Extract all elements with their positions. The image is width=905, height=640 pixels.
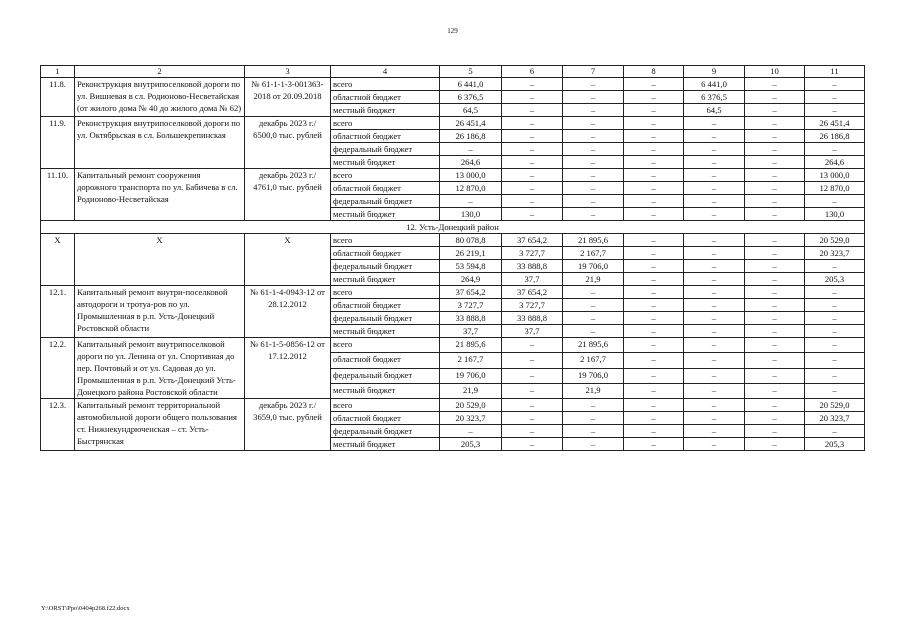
amount-cell: 19 706,0: [563, 260, 624, 273]
amount-cell: –: [684, 143, 745, 156]
amount-cell: –: [624, 325, 684, 338]
amount-cell: –: [684, 299, 745, 312]
amount-cell: 6 376,5: [684, 91, 745, 104]
amount-cell: 205,3: [805, 273, 865, 286]
funding-source: федеральный бюджет: [331, 195, 440, 208]
amount-cell: 37 654,2: [440, 286, 502, 299]
amount-cell: 64,5: [684, 104, 745, 117]
amount-cell: –: [440, 195, 502, 208]
amount-cell: –: [745, 234, 805, 247]
amount-cell: 64,5: [440, 104, 502, 117]
amount-cell: –: [624, 130, 684, 143]
amount-cell: –: [745, 156, 805, 169]
funding-source: федеральный бюджет: [331, 368, 440, 383]
amount-cell: –: [745, 299, 805, 312]
amount-cell: –: [563, 325, 624, 338]
amount-cell: 20 529,0: [805, 399, 865, 412]
item-name: Капитальный ремонт территориальной автомобильной дороги общего пользования ст. Нижнекундрюченская – ст. Усть-Быстрянская: [75, 399, 245, 451]
column-number-6: 6: [502, 66, 563, 78]
amount-cell: –: [624, 260, 684, 273]
amount-cell: –: [502, 78, 563, 91]
amount-cell: –: [563, 78, 624, 91]
amount-cell: –: [745, 353, 805, 368]
amount-cell: 130,0: [440, 208, 502, 221]
item-number: 12.3.: [41, 399, 75, 451]
amount-cell: 26 451,4: [805, 117, 865, 130]
amount-cell: 264,9: [440, 273, 502, 286]
column-number-5: 5: [440, 66, 502, 78]
amount-cell: –: [684, 425, 745, 438]
amount-cell: –: [624, 286, 684, 299]
amount-cell: –: [684, 412, 745, 425]
amount-cell: –: [563, 91, 624, 104]
amount-cell: –: [805, 312, 865, 325]
amount-cell: –: [624, 156, 684, 169]
amount-cell: –: [440, 425, 502, 438]
amount-cell: 20 323,7: [440, 412, 502, 425]
amount-cell: –: [624, 299, 684, 312]
item-name: X: [75, 234, 245, 286]
amount-cell: –: [563, 156, 624, 169]
amount-cell: –: [563, 425, 624, 438]
amount-cell: 37,7: [440, 325, 502, 338]
file-path-footer: Y:\ORST\Ppo\0404p268.f22.docx: [41, 605, 130, 612]
amount-cell: –: [624, 117, 684, 130]
column-number-9: 9: [684, 66, 745, 78]
amount-cell: 21 895,6: [563, 234, 624, 247]
funding-source: всего: [331, 78, 440, 91]
item-document: декабрь 2023 г./ 4761,0 тыс. рублей: [245, 169, 331, 221]
amount-cell: –: [745, 169, 805, 182]
funding-source: федеральный бюджет: [331, 312, 440, 325]
column-number-row: [41, 66, 865, 78]
amount-cell: 20 323,7: [805, 247, 865, 260]
amount-cell: –: [502, 399, 563, 412]
funding-source: всего: [331, 234, 440, 247]
table-row: [41, 399, 865, 412]
funding-source: областной бюджет: [331, 412, 440, 425]
funding-source: федеральный бюджет: [331, 260, 440, 273]
amount-cell: 12 870,0: [805, 182, 865, 195]
amount-cell: –: [502, 169, 563, 182]
amount-cell: 33 888,8: [502, 312, 563, 325]
amount-cell: 37 654,2: [502, 286, 563, 299]
funding-source: всего: [331, 399, 440, 412]
amount-cell: 20 529,0: [805, 234, 865, 247]
amount-cell: 21,9: [440, 383, 502, 398]
amount-cell: –: [745, 143, 805, 156]
table-row: [41, 78, 865, 91]
amount-cell: 2 167,7: [563, 247, 624, 260]
amount-cell: –: [684, 260, 745, 273]
amount-cell: –: [624, 169, 684, 182]
amount-cell: –: [563, 399, 624, 412]
amount-cell: –: [745, 117, 805, 130]
amount-cell: –: [502, 412, 563, 425]
item-document: № 61-1-5-0856-12 от 17.12.2012: [245, 338, 331, 399]
funding-source: всего: [331, 117, 440, 130]
amount-cell: –: [624, 182, 684, 195]
amount-cell: –: [684, 208, 745, 221]
amount-cell: –: [745, 425, 805, 438]
amount-cell: –: [745, 260, 805, 273]
item-number: 11.8.: [41, 78, 75, 117]
amount-cell: –: [624, 368, 684, 383]
amount-cell: –: [805, 299, 865, 312]
amount-cell: 26 186,8: [440, 130, 502, 143]
column-number-11: 11: [805, 66, 865, 78]
table-row: [41, 286, 865, 299]
amount-cell: –: [563, 182, 624, 195]
item-document: X: [245, 234, 331, 286]
amount-cell: 264,6: [440, 156, 502, 169]
funding-source: местный бюджет: [331, 325, 440, 338]
amount-cell: –: [805, 91, 865, 104]
amount-cell: –: [805, 286, 865, 299]
funding-source: местный бюджет: [331, 383, 440, 398]
amount-cell: 264,6: [805, 156, 865, 169]
item-name: Капитальный ремонт внутри-поселковой автодороги и тротуа-ров по ул. Промышленная в р.п. Усть-Донецкий Ростовской области: [75, 286, 245, 338]
amount-cell: –: [502, 353, 563, 368]
column-number-3: 3: [245, 66, 331, 78]
amount-cell: –: [563, 438, 624, 451]
amount-cell: –: [805, 104, 865, 117]
amount-cell: –: [502, 438, 563, 451]
amount-cell: –: [684, 353, 745, 368]
amount-cell: 12 870,0: [440, 182, 502, 195]
section-title: 12. Усть-Донецкий район: [41, 221, 865, 234]
page-number: 129: [447, 27, 458, 35]
amount-cell: –: [745, 91, 805, 104]
amount-cell: –: [745, 412, 805, 425]
amount-cell: –: [745, 208, 805, 221]
amount-cell: –: [624, 104, 684, 117]
amount-cell: –: [624, 195, 684, 208]
amount-cell: –: [563, 208, 624, 221]
amount-cell: 3 727,7: [502, 247, 563, 260]
amount-cell: –: [805, 260, 865, 273]
amount-cell: 13 000,0: [440, 169, 502, 182]
amount-cell: –: [624, 399, 684, 412]
amount-cell: –: [745, 195, 805, 208]
item-number: 11.9.: [41, 117, 75, 169]
amount-cell: –: [745, 399, 805, 412]
amount-cell: 33 888,8: [440, 312, 502, 325]
funding-source: местный бюджет: [331, 156, 440, 169]
amount-cell: –: [745, 130, 805, 143]
amount-cell: 20 323,7: [805, 412, 865, 425]
amount-cell: 13 000,0: [805, 169, 865, 182]
amount-cell: 37,7: [502, 273, 563, 286]
amount-cell: –: [745, 368, 805, 383]
amount-cell: 53 594,8: [440, 260, 502, 273]
amount-cell: –: [502, 91, 563, 104]
amount-cell: –: [805, 383, 865, 398]
amount-cell: –: [502, 338, 563, 353]
amount-cell: –: [745, 438, 805, 451]
table-row: [41, 234, 865, 247]
amount-cell: 3 727,7: [502, 299, 563, 312]
amount-cell: 37 654,2: [502, 234, 563, 247]
amount-cell: 20 529,0: [440, 399, 502, 412]
amount-cell: –: [624, 312, 684, 325]
amount-cell: –: [805, 368, 865, 383]
amount-cell: –: [684, 273, 745, 286]
amount-cell: –: [502, 182, 563, 195]
amount-cell: –: [745, 312, 805, 325]
column-number-10: 10: [745, 66, 805, 78]
amount-cell: –: [805, 78, 865, 91]
item-number: 12.2.: [41, 338, 75, 399]
amount-cell: –: [563, 286, 624, 299]
table-row: [41, 338, 865, 353]
amount-cell: –: [502, 117, 563, 130]
amount-cell: –: [502, 143, 563, 156]
amount-cell: –: [684, 325, 745, 338]
amount-cell: –: [502, 195, 563, 208]
amount-cell: –: [624, 234, 684, 247]
column-number-2: 2: [75, 66, 245, 78]
funding-source: всего: [331, 169, 440, 182]
amount-cell: –: [684, 399, 745, 412]
amount-cell: –: [684, 169, 745, 182]
amount-cell: –: [502, 383, 563, 398]
amount-cell: –: [624, 91, 684, 104]
item-name: Капитальный ремонт внутрипоселковой дороги по ул. Ленина от ул. Спортивная до пер. Почтовый и от ул. Садовая до ул. Промышленная в р.п. Усть-Донецкий Усть-Донецкого района Ростовской области: [75, 338, 245, 399]
amount-cell: –: [563, 299, 624, 312]
amount-cell: –: [563, 169, 624, 182]
funding-source: областной бюджет: [331, 247, 440, 260]
amount-cell: –: [805, 353, 865, 368]
funding-source: всего: [331, 338, 440, 353]
amount-cell: –: [624, 412, 684, 425]
column-number-8: 8: [624, 66, 684, 78]
amount-cell: –: [805, 195, 865, 208]
section-row: [41, 221, 865, 234]
amount-cell: 6 441,0: [684, 78, 745, 91]
amount-cell: –: [624, 425, 684, 438]
amount-cell: –: [684, 438, 745, 451]
funding-source: областной бюджет: [331, 353, 440, 368]
item-document: № 61-1-4-0943-12 от 28.12.2012: [245, 286, 331, 338]
funding-source: всего: [331, 286, 440, 299]
amount-cell: –: [745, 273, 805, 286]
funding-source: федеральный бюджет: [331, 143, 440, 156]
amount-cell: –: [563, 117, 624, 130]
amount-cell: –: [624, 78, 684, 91]
funding-source: областной бюджет: [331, 299, 440, 312]
amount-cell: –: [745, 182, 805, 195]
budget-table: [40, 65, 865, 451]
amount-cell: –: [502, 104, 563, 117]
amount-cell: –: [440, 143, 502, 156]
amount-cell: –: [624, 383, 684, 398]
amount-cell: –: [502, 425, 563, 438]
amount-cell: –: [684, 383, 745, 398]
amount-cell: –: [502, 156, 563, 169]
column-number-1: 1: [41, 66, 75, 78]
amount-cell: –: [624, 143, 684, 156]
item-document: декабрь 2023 г./ 6500,0 тыс. рублей: [245, 117, 331, 169]
amount-cell: –: [684, 247, 745, 260]
funding-source: местный бюджет: [331, 104, 440, 117]
amount-cell: –: [745, 247, 805, 260]
amount-cell: –: [745, 78, 805, 91]
amount-cell: –: [624, 338, 684, 353]
amount-cell: –: [805, 338, 865, 353]
item-number: 12.1.: [41, 286, 75, 338]
amount-cell: –: [805, 325, 865, 338]
amount-cell: –: [624, 353, 684, 368]
funding-source: местный бюджет: [331, 438, 440, 451]
funding-source: областной бюджет: [331, 130, 440, 143]
amount-cell: –: [684, 368, 745, 383]
amount-cell: –: [684, 156, 745, 169]
amount-cell: –: [563, 104, 624, 117]
amount-cell: 19 706,0: [563, 368, 624, 383]
amount-cell: –: [745, 325, 805, 338]
column-number-4: 4: [331, 66, 440, 78]
amount-cell: –: [684, 312, 745, 325]
item-name: Капитальный ремонт сооружения дорожного транспорта по ул. Бабичева в сл. Родионово-Несветайская: [75, 169, 245, 221]
amount-cell: 21,9: [563, 273, 624, 286]
amount-cell: –: [624, 273, 684, 286]
amount-cell: 21 895,6: [563, 338, 624, 353]
item-document: № 61-1-1-3-001363-2018 от 20.09.2018: [245, 78, 331, 117]
amount-cell: –: [624, 438, 684, 451]
amount-cell: –: [502, 208, 563, 221]
amount-cell: 6 376,5: [440, 91, 502, 104]
amount-cell: 205,3: [440, 438, 502, 451]
amount-cell: 37,7: [502, 325, 563, 338]
amount-cell: –: [745, 383, 805, 398]
amount-cell: –: [563, 143, 624, 156]
amount-cell: –: [745, 104, 805, 117]
amount-cell: –: [563, 130, 624, 143]
amount-cell: –: [502, 368, 563, 383]
item-number: X: [41, 234, 75, 286]
amount-cell: –: [502, 130, 563, 143]
funding-source: областной бюджет: [331, 182, 440, 195]
amount-cell: –: [563, 195, 624, 208]
amount-cell: 26 451,4: [440, 117, 502, 130]
amount-cell: –: [684, 117, 745, 130]
funding-source: местный бюджет: [331, 273, 440, 286]
amount-cell: 21,9: [563, 383, 624, 398]
amount-cell: –: [624, 247, 684, 260]
amount-cell: –: [563, 312, 624, 325]
item-name: Реконструкция внутрипоселковой дороги по ул. Октябрьская в сл. Большекрепинская: [75, 117, 245, 169]
amount-cell: 2 167,7: [440, 353, 502, 368]
amount-cell: –: [745, 286, 805, 299]
amount-cell: –: [684, 182, 745, 195]
amount-cell: –: [684, 234, 745, 247]
funding-source: областной бюджет: [331, 91, 440, 104]
table-row: [41, 169, 865, 182]
item-number: 11.10.: [41, 169, 75, 221]
item-document: декабрь 2023 г./ 3659,0 тыс. рублей: [245, 399, 331, 451]
amount-cell: 26 186,8: [805, 130, 865, 143]
column-number-7: 7: [563, 66, 624, 78]
funding-source: федеральный бюджет: [331, 425, 440, 438]
amount-cell: –: [805, 425, 865, 438]
amount-cell: –: [684, 195, 745, 208]
table-row: [41, 117, 865, 130]
amount-cell: –: [684, 130, 745, 143]
amount-cell: 2 167,7: [563, 353, 624, 368]
item-name: Реконструкция внутрипоселковой дороги по ул. Вишневая в сл. Родионово-Несветайская (от жилого дома № 40 до жилого дома № 62): [75, 78, 245, 117]
amount-cell: 3 727,7: [440, 299, 502, 312]
amount-cell: 33 888,8: [502, 260, 563, 273]
amount-cell: 19 706,0: [440, 368, 502, 383]
funding-source: местный бюджет: [331, 208, 440, 221]
amount-cell: –: [684, 338, 745, 353]
amount-cell: –: [563, 412, 624, 425]
amount-cell: 26 219,1: [440, 247, 502, 260]
amount-cell: 21 895,6: [440, 338, 502, 353]
amount-cell: –: [684, 286, 745, 299]
amount-cell: –: [624, 208, 684, 221]
amount-cell: –: [805, 143, 865, 156]
amount-cell: 80 078,8: [440, 234, 502, 247]
amount-cell: –: [745, 338, 805, 353]
amount-cell: 130,0: [805, 208, 865, 221]
amount-cell: 6 441,0: [440, 78, 502, 91]
amount-cell: 205,3: [805, 438, 865, 451]
